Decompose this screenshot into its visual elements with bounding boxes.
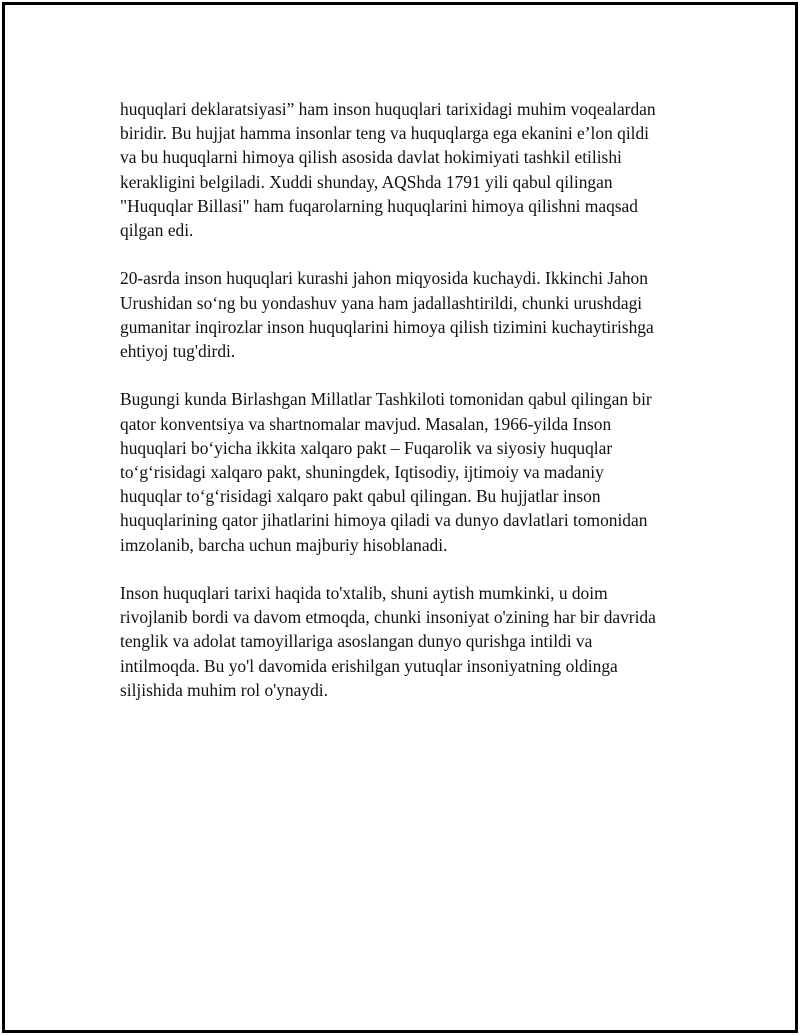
paragraph-declaration: huquqlari deklaratsiyasi” ham inson huquqlari tarixidagi muhim voqealardan biridir. Bu hujjat hamma insonlar teng va huquqlarga ega ekanini e’lon qildi va bu huquqlarni himoya qilish asosida davlat hokimiyati tashkil etilishi kerakligini belgiladi. Xuddi shunday, AQShda 1791 yili qabul qilingan "Huquqlar Billasi" ham fuqarolarning huquqlarini himoya qilishni maqsad qilgan edi. [120,99,656,241]
paragraph-conclusion: Inson huquqlari tarixi haqida to'xtalib, shuni aytish mumkinki, u doim rivojlanib bordi va davom etmoqda, chunki insoniyat o'zining har bir davrida tenglik va adolat tamoyillariga asoslangan dunyo qurishga intildi va intilmoqda. Bu yo'l davomida erishilgan yutuqlar insoniyatning oldinga siljishida muhim rol o'ynaydi. [120,583,656,700]
paragraph-20th-century: 20-asrda inson huquqlari kurashi jahon miqyosida kuchaydi. Ikkinchi Jahon Urushidan so‘ng bu yondashuv yana ham jadallashtirildi, chunki urushdagi gumanitar inqirozlar inson huquqlarini himoya qilish tizimini kuchaytirishga ehtiyoj tug'dirdi. [120,268,654,362]
paragraph-un-conventions: Bugungi kunda Birlashgan Millatlar Tashkiloti tomonidan qabul qilingan bir qator konventsiya va shartnomalar mavjud. Masalan, 1966-yilda Inson huquqlari bo‘yicha ikkita xalqaro pakt – Fuqarolik va siyosiy huquqlar to‘g‘risidagi xalqaro pakt, shuningdek, Iqtisodiy, ijtimoiy va madaniy huquqlar to‘g‘risidagi xalqaro pakt qabul qilingan. Bu hujjatlar inson huquqlarining qator jihatlarini himoya qiladi va dunyo davlatlari tomonidan imzolanib, barcha uchun majburiy hisoblanadi. [120,389,652,555]
document-body [120,97,720,726]
page-frame [2,2,798,1033]
